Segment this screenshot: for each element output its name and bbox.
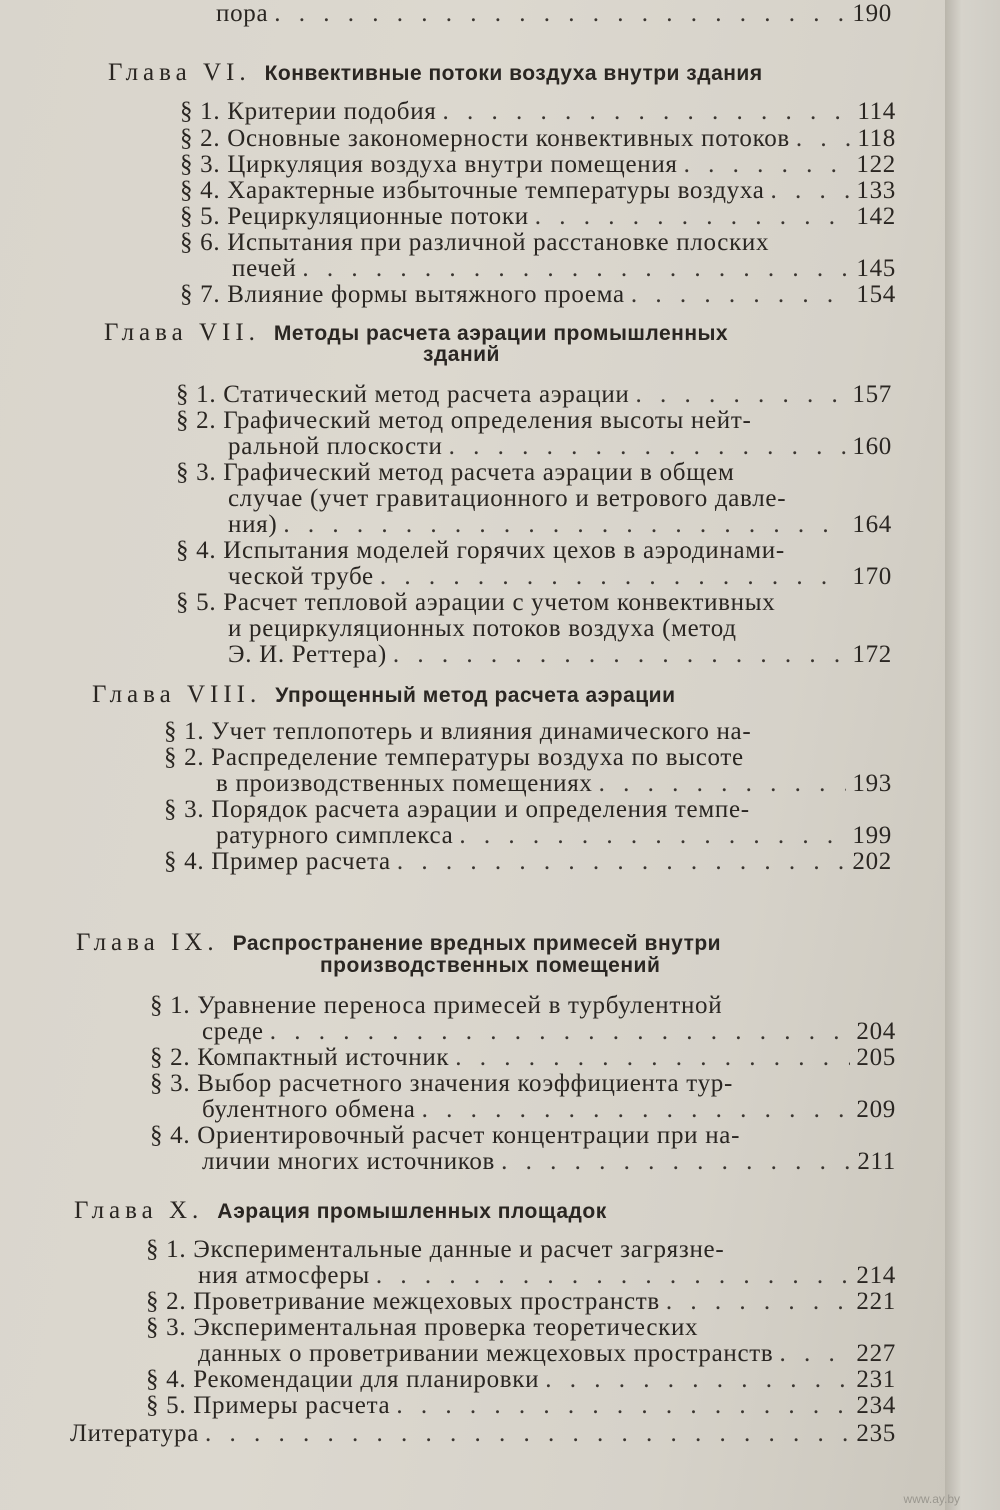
chapter-number: Глава VIII. — [92, 681, 262, 708]
toc-entry-text: § 7. Влияние формы вытяжного проема — [180, 281, 625, 308]
page-number: 133 — [856, 177, 896, 204]
page-number: 234 — [856, 1392, 896, 1419]
page-number: 142 — [856, 203, 896, 230]
toc-entry-text: § 1. Критерии подобия — [180, 98, 437, 125]
toc-entry-line — [150, 1122, 740, 1149]
chapter-title-continued: зданий — [423, 343, 500, 366]
toc-entry-line — [202, 1148, 896, 1175]
toc-entry-text: булентного обмена — [202, 1096, 416, 1123]
toc-entry-line — [176, 459, 735, 486]
toc-entry-line — [180, 203, 896, 230]
page-number: 160 — [852, 433, 892, 460]
toc-entry-line — [176, 407, 752, 434]
toc-entry-text: ральной плоскости — [228, 433, 443, 460]
toc-entry-line — [146, 1288, 896, 1315]
page-number: 114 — [857, 98, 896, 125]
toc-entry-line — [202, 1096, 896, 1123]
toc-entry-line — [176, 381, 892, 408]
dot-leader — [599, 770, 847, 797]
toc-entry-text: § 2. Основные закономерности конвективных потоков — [180, 125, 790, 152]
toc-entry-text: § 4. Характерные избыточные температуры воздуха — [180, 177, 765, 204]
toc-entry-line — [146, 1392, 896, 1419]
toc-entry-line — [228, 563, 892, 590]
dot-leader — [535, 203, 851, 230]
toc-entry-text: § 4. Рекомендации для планировки — [146, 1366, 540, 1393]
chapter-heading — [104, 318, 728, 349]
toc-entry-text: Э. И. Реттера) — [228, 641, 387, 668]
page-number: 164 — [852, 511, 892, 538]
toc-entry-line — [146, 1236, 724, 1263]
page-number: 221 — [856, 1288, 896, 1315]
dot-leader — [274, 0, 846, 27]
toc-entry-text: § 4. Пример расчета — [164, 848, 391, 875]
toc-entry-line — [180, 229, 769, 256]
chapter-title: Методы расчета аэрации промышленных — [273, 322, 729, 345]
toc-entry-text: § 3. Выбор расчетного значения коэффициента тур- — [150, 1070, 733, 1097]
page-number: 154 — [856, 281, 896, 308]
page-number: 172 — [852, 641, 892, 668]
dot-leader — [397, 848, 847, 875]
dot-leader — [796, 125, 851, 152]
toc-entry-line — [216, 0, 892, 27]
toc-entry-text: ратурного симплекса — [216, 822, 454, 849]
toc-entry-text: § 5. Расчет тепловой аэрации с учетом конвективных — [176, 589, 776, 616]
toc-entry-text: пора — [216, 0, 269, 27]
page-number: 118 — [857, 125, 896, 152]
toc-entry-text: § 3. Графический метод расчета аэрации в общем — [176, 459, 735, 486]
dot-leader — [631, 281, 851, 308]
toc-entry-line — [150, 1044, 896, 1071]
toc-entry-text: § 1. Учет теплопотерь и влияния динамического на- — [164, 718, 752, 745]
toc-entry-line — [180, 98, 896, 125]
page-number: 235 — [856, 1420, 896, 1447]
dot-leader — [455, 1044, 850, 1071]
page-number: 157 — [852, 381, 892, 408]
toc-entry-line — [198, 1340, 896, 1367]
chapter-heading — [74, 1196, 607, 1227]
literature-label: Литература — [70, 1420, 199, 1447]
toc-entry-text: § 2. Компактный источник — [150, 1044, 450, 1071]
page-number: 145 — [856, 255, 896, 282]
toc-entry-line — [228, 485, 786, 512]
dot-leader — [396, 1392, 850, 1419]
page-number: 205 — [856, 1044, 896, 1071]
dot-leader — [449, 433, 847, 460]
dot-leader — [205, 1420, 850, 1447]
toc-entry-text: § 2. Проветривание межцеховых пространств — [146, 1288, 660, 1315]
page-number: 211 — [857, 1148, 896, 1175]
chapter-title: Упрощенный метод расчета аэрации — [275, 684, 676, 707]
dot-leader — [501, 1148, 851, 1175]
page-number: 199 — [852, 822, 892, 849]
dot-leader — [545, 1366, 850, 1393]
watermark: www.ay.by — [903, 1492, 960, 1506]
page-number: 209 — [856, 1096, 896, 1123]
toc-entry-line — [216, 770, 892, 797]
toc-entry-line — [228, 615, 737, 642]
toc-entry-text: ческой трубе — [228, 563, 374, 590]
dot-leader — [459, 822, 846, 849]
toc-entry-text: печей — [232, 255, 297, 282]
toc-entry-line — [164, 848, 892, 875]
page-number: 214 — [856, 1262, 896, 1289]
page-number: 122 — [856, 151, 896, 178]
dot-leader — [376, 1262, 850, 1289]
dot-leader — [443, 98, 852, 125]
chapter-number: Глава IX. — [76, 929, 219, 956]
toc-entry-line — [164, 718, 751, 745]
toc-entry-text: § 1. Экспериментальные данные и расчет загрязне- — [146, 1236, 725, 1263]
dot-leader — [635, 381, 846, 408]
toc-entry-line — [180, 281, 896, 308]
chapter-number: Глава X. — [74, 1197, 204, 1224]
toc-entry-line — [180, 151, 896, 178]
chapter-heading — [92, 680, 676, 711]
page-number: 190 — [852, 0, 892, 27]
toc-entry-line — [228, 433, 892, 460]
toc-entry-text: данных о проветривании межцеховых пространств — [198, 1340, 774, 1367]
toc-entry-text: и рециркуляционных потоков воздуха (метод — [228, 615, 737, 642]
page-number: 231 — [856, 1366, 896, 1393]
toc-entry-line — [146, 1314, 698, 1341]
chapter-title: Аэрация промышленных площадок — [217, 1200, 607, 1223]
dot-leader — [771, 177, 851, 204]
dot-leader — [302, 255, 850, 282]
toc-entry-text: личии многих источников — [202, 1148, 496, 1175]
toc-entry-text: § 6. Испытания при различной расстановке плоских — [180, 229, 770, 256]
toc-entry-line — [198, 1262, 896, 1289]
dot-leader — [283, 511, 846, 538]
toc-entry-text: случае (учет гравитационного и ветрового давле- — [228, 485, 787, 512]
dot-leader — [779, 1340, 850, 1367]
toc-entry-line — [164, 796, 750, 823]
toc-entry-line — [176, 589, 775, 616]
toc-entry-line — [202, 1018, 896, 1045]
chapter-title-continued: производственных помещений — [320, 954, 661, 977]
dot-leader — [380, 563, 847, 590]
dot-leader — [684, 151, 851, 178]
toc-entry-text: в производственных помещениях — [216, 770, 593, 797]
page-number: 202 — [852, 848, 892, 875]
literature-entry — [70, 1420, 896, 1447]
page-number: 170 — [852, 563, 892, 590]
chapter-title: Распространение вредных примесей внутри — [232, 932, 722, 955]
toc-entry-line — [228, 641, 892, 668]
toc-entry-text: § 4. Испытания моделей горячих цехов в аэродинами- — [176, 537, 785, 564]
toc-entry-text: § 3. Циркуляция воздуха внутри помещения — [180, 151, 678, 178]
toc-entry-line — [146, 1366, 896, 1393]
chapter-number: Глава VI. — [108, 59, 251, 86]
toc-entry-line — [216, 822, 892, 849]
toc-entry-line — [150, 1070, 733, 1097]
page-number: 193 — [852, 770, 892, 797]
toc-entry-text: ния) — [228, 511, 278, 538]
dot-leader — [422, 1096, 851, 1123]
toc-entry-line — [150, 992, 722, 1019]
chapter-title: Конвективные потоки воздуха внутри здания — [264, 62, 763, 85]
chapter-heading — [108, 58, 763, 89]
dot-leader — [270, 1018, 851, 1045]
toc-entry-line — [228, 511, 892, 538]
dot-leader — [393, 641, 846, 668]
toc-entry-text: § 2. Распределение температуры воздуха по высоте — [164, 744, 744, 771]
toc-entry-text: § 3. Экспериментальная проверка теоретических — [146, 1314, 699, 1341]
toc-entry-text: § 3. Порядок расчета аэрации и определения темпе- — [164, 796, 750, 823]
toc-entry-text: § 2. Графический метод определения высоты нейт- — [176, 407, 752, 434]
dot-leader — [666, 1288, 850, 1315]
toc-entry-line — [176, 537, 785, 564]
toc-entry-text: ния атмосферы — [198, 1262, 370, 1289]
toc-entry-line — [180, 177, 896, 204]
page-number: 204 — [856, 1018, 896, 1045]
toc-entry-line — [164, 744, 744, 771]
toc-entry-text: § 5. Примеры расчета — [146, 1392, 391, 1419]
toc-entry-text: среде — [202, 1018, 264, 1045]
chapter-number: Глава VII. — [104, 319, 260, 346]
toc-entry-text: § 1. Уравнение переноса примесей в турбулентной — [150, 992, 723, 1019]
toc-entry-line — [180, 125, 896, 152]
next-page-edge — [945, 0, 1000, 1510]
toc-entry-text: § 5. Рециркуляционные потоки — [180, 203, 529, 230]
toc-entry-text: § 1. Статический метод расчета аэрации — [176, 381, 630, 408]
page-number: 227 — [856, 1340, 896, 1367]
toc-entry-line — [232, 255, 896, 282]
toc-entry-text: § 4. Ориентировочный расчет концентрации при на- — [150, 1122, 741, 1149]
